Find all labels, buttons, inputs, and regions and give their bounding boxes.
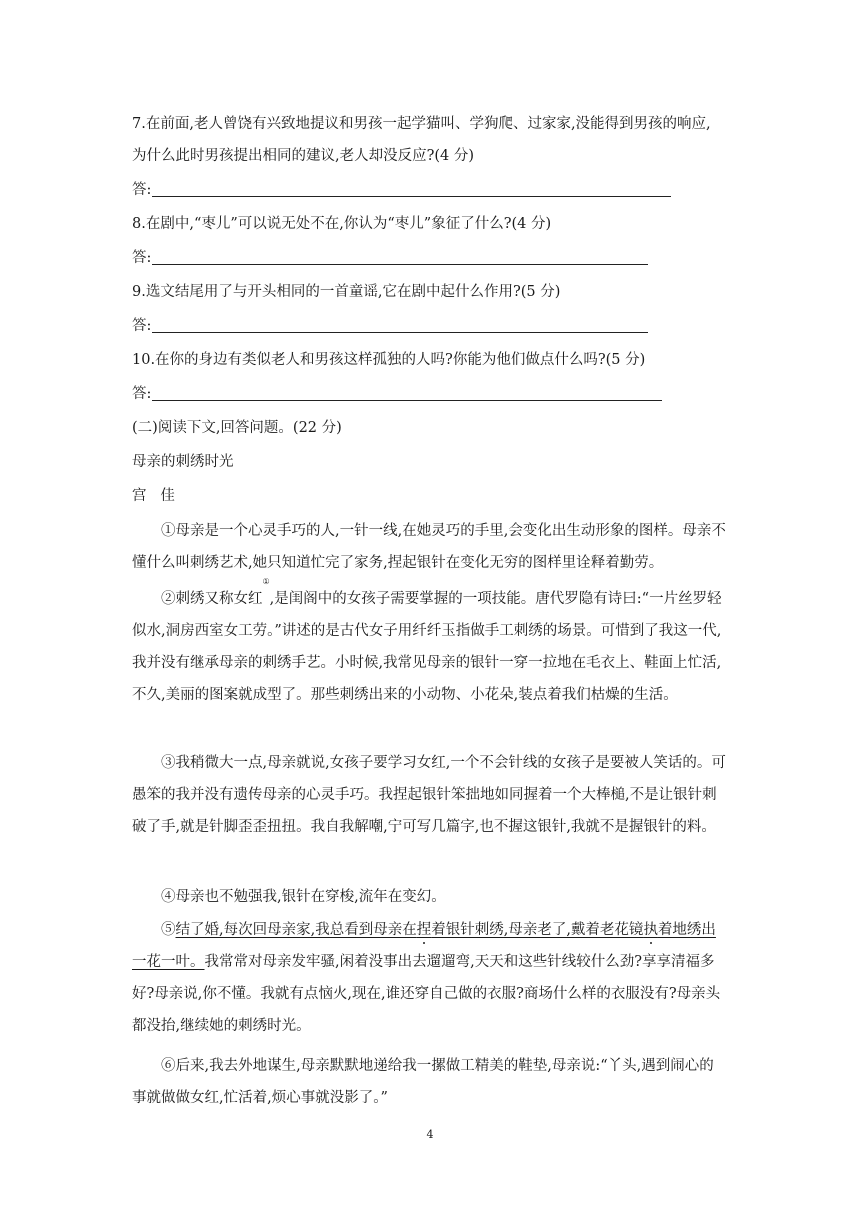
answer-label: 答: [132,386,152,402]
question-7-line-1: 7.在前面,老人曾饶有兴致地提议和男孩一起学猫叫、学狗爬、过家家,没能得到男孩的响应, [132,116,711,132]
paragraph-6: ⑥后来,我去外地谋生,母亲默默地递给我一摞做工精美的鞋垫,母亲说:“丫头,遇到闹心的事就做做女红,忙活着,烦心事就没影了。” [132,1058,714,1106]
paragraph-3: ③我稍微大一点,母亲就说,女孩子要学习女红,一个不会针线的女孩子是要被人笑话的。可愚笨的我并没有遗传母亲的心灵手巧。我捏起银针笨拙地如同握着一个大棒槌,不是让银针刺破了手,就是针脚歪歪扭扭。我自我解嘲,宁可写几篇字,也不握这银针,我就不是握银针的料。 [132,755,726,835]
question-9: 9.选文结尾用了与开头相同的一首童谣,它在剧中起什么作用?(5 分) [132,284,561,300]
paragraph-4: ④母亲也不勉强我,银针在穿梭,流年在变幻。 [161,889,446,905]
page-number: 4 [426,1128,434,1141]
answer-line-q10 [132,384,151,404]
underlined-text-1: 结了婚,每次回母亲家,我总看到母亲在 [175,922,417,938]
answer-label: 答: [132,250,152,266]
answer-line-q9 [132,316,151,336]
paragraph-2-start: ②刺绣又称女红 [161,591,263,607]
answer-blank [152,400,662,401]
underlined-text-2: 着银针刺绣,母亲老了,戴着老花镜 [431,922,644,938]
answer-line-q8 [132,248,151,268]
paragraph-5 [132,914,728,1042]
article-title: 母亲的刺绣时光 [132,454,234,470]
article-author: 宫 佳 [132,488,175,504]
emphasis-dot-char-zhi: 执 [643,922,658,938]
answer-line-q7 [132,180,151,200]
answer-label: 答: [132,318,152,334]
answer-blank [152,332,648,333]
paragraph-5-number: ⑤ [161,922,176,938]
emphasis-dot-char-nie: 捏 [416,922,432,938]
footnote-marker: ① [262,577,270,586]
answer-blank [152,264,648,265]
paragraph-2 [132,577,728,711]
question-10: 10.在你的身边有类似老人和男孩这样孤独的人吗?你能为他们做点什么吗?(5 分) [132,352,646,368]
underlined-text-3: 着地绣出一花一叶。 [132,922,716,970]
answer-label: 答: [132,182,152,198]
paragraph-1: ①母亲是一个心灵手巧的人,一针一线,在她灵巧的手里,会变化出生动形象的图样。母亲不懂什么叫刺绣艺术,她只知道忙完了家务,捏起银针在变化无穷的图样里诠释着勤劳。 [132,523,726,571]
paragraph-2-rest: ,是闺阁中的女孩子需要掌握的一项技能。唐代罗隐有诗曰:“一片丝罗轻似水,洞房西室女工劳。”讲述的是古代女子用纤纤玉指做手工刺绣的场景。可惜到了我这一代,我并没有继承母亲的刺绣手艺。小时候,我常见母亲的银针一穿一拉地在毛衣上、鞋面上忙活,不久,美丽的图案就成型了。那些刺绣出来的小动物、小花朵,装点着我们枯燥的生活。 [132,591,722,703]
question-7-line-2: 为什么此时男孩提出相同的建议,老人却没反应?(4 分) [132,148,475,164]
section-heading: (二)阅读下文,回答问题。(22 分) [132,420,342,436]
answer-blank [152,196,671,197]
paragraph-5-rest: 我常常对母亲发牢骚,闲着没事出去遛遛弯,天天和这些针线较什么劲?享享清福多好?母亲说,你不懂。我就有点恼火,现在,谁还穿自己做的衣服?商场什么样的衣服没有?母亲头都没抬,继续她的刺绣时光。 [132,954,721,1034]
question-8: 8.在剧中,“枣儿”可以说无处不在,你认为“枣儿”象征了什么?(4 分) [132,216,552,232]
